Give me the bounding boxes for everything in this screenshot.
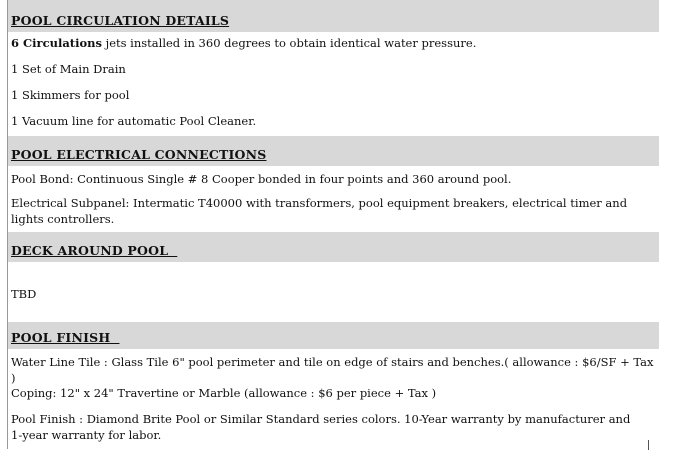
list-item: 6 Circulations jets installed in 360 degrees to obtain identical water pressure. [11,36,477,50]
list-item: Pool Finish : Diamond Brite Pool or Similar Standard series colors. 10-Year warranty by manufacturer and 1-year warranty for labor. [11,412,631,442]
list-item: 1 Skimmers for pool [11,88,130,102]
section-header-circulation [7,0,659,32]
list-item: 1 Vacuum line for automatic Pool Cleaner. [11,114,257,128]
section-heading: POOL ELECTRICAL CONNECTIONS [11,147,267,162]
list-item: Coping: 12" x 24" Travertine or Marble (allowance : $6 per piece + Tax ) [11,386,437,400]
section-body-deck [7,262,659,322]
list-item: 1 Set of Main Drain [11,62,126,76]
section-body-electrical [7,166,659,232]
section-body-finish [7,349,659,449]
list-item: TBD [11,287,37,301]
section-heading: DECK AROUND POOL [11,243,178,258]
list-item: Electrical Subpanel: Intermatic T40000 with transformers, pool equipment breakers, electrical timer and lights controllers. [11,196,628,226]
divider [648,440,649,450]
section-body-circulation [7,32,659,136]
section-heading: POOL CIRCULATION DETAILS [11,13,230,28]
section-header-finish [7,322,659,349]
section-header-electrical [7,136,659,166]
section-header-deck [7,232,659,262]
list-item: Water Line Tile : Glass Tile 6" pool perimeter and tile on edge of stairs and benches.( allowance : $6/SF + Tax ) [11,355,654,385]
section-heading: POOL FINISH [11,330,120,345]
list-item: Pool Bond: Continuous Single # 8 Cooper bonded in four points and 360 around pool. [11,172,512,186]
